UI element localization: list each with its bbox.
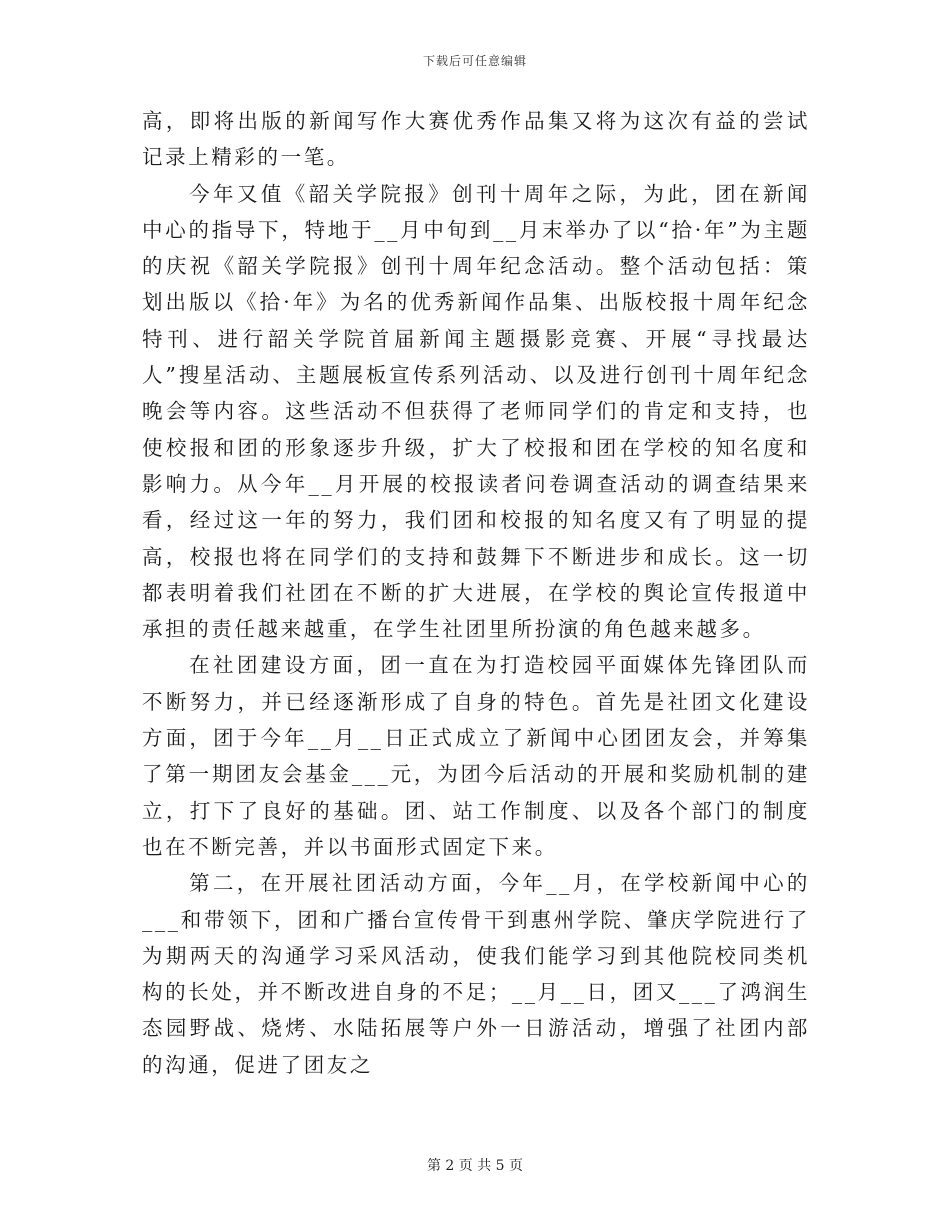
paragraph-4: 第二，在开展社团活动方面，今年__月，在学校新闻中心的___和带领下，团和广播台宣传骨干到惠州学院、肇庆学院进行了为期两天的沟通学习采风活动，使我们能学习到其他院校同类机构的长处，并不断改进自身的不足；__月__日，团又___了鸿润生态园野战、烧烤、水陆拓展等户外一日游活动，增强了社团内部的沟通，促进了团友之: [142, 871, 810, 1077]
document-body: [142, 103, 810, 1083]
paragraph-2: 今年又值《韶关学院报》创刊十周年之际，为此，团在新闻中心的指导下，特地于__月中旬到__月末举办了以“拾·年”为主题的庆祝《韶关学院报》创刊十周年纪念活动。整个活动包括：策划出版以《拾·年》为名的优秀新闻作品集、出版校报十周年纪念特刊、进行韶关学院首届新闻主题摄影竞赛、开展“寻找最达人”搜星活动、主题展板宣传系列活动、以及进行创刊十周年纪念晚会等内容。这些活动不但获得了老师同学们的肯定和支持，也使校报和团的形象逐步升级，扩大了校报和团在学校的知名度和影响力。从今年__月开展的校报读者问卷调查活动的调查结果来看，经过这一年的努力，我们团和校报的知名度又有了明显的提高，校报也将在同学们的支持和鼓舞下不断进步和成长。这一切都表明着我们社团在不断的扩大进展，在学校的舆论宣传报道中承担的责任越来越重，在学生社团里所扮演的角色越来越多。: [142, 181, 810, 642]
paragraph-3: 在社团建设方面，团一直在为打造校园平面媒体先锋团队而不断努力，并已经逐渐形成了自身的特色。首先是社团文化建设方面，团于今年__月__日正式成立了新闻中心团团友会，并筹集了第一期团友会基金___元，为团今后活动的开展和奖励机制的建立，打下了良好的基础。团、站工作制度、以及各个部门的制度也在不断完善，并以书面形式固定下来。: [142, 653, 810, 859]
page-number-footer: 第 2 页 共 5 页: [426, 1158, 524, 1174]
paragraph-1: 高，即将出版的新闻写作大赛优秀作品集又将为这次有益的尝试记录上精彩的一笔。: [142, 109, 810, 170]
page-header: 下载后可任意编辑: [422, 54, 527, 68]
